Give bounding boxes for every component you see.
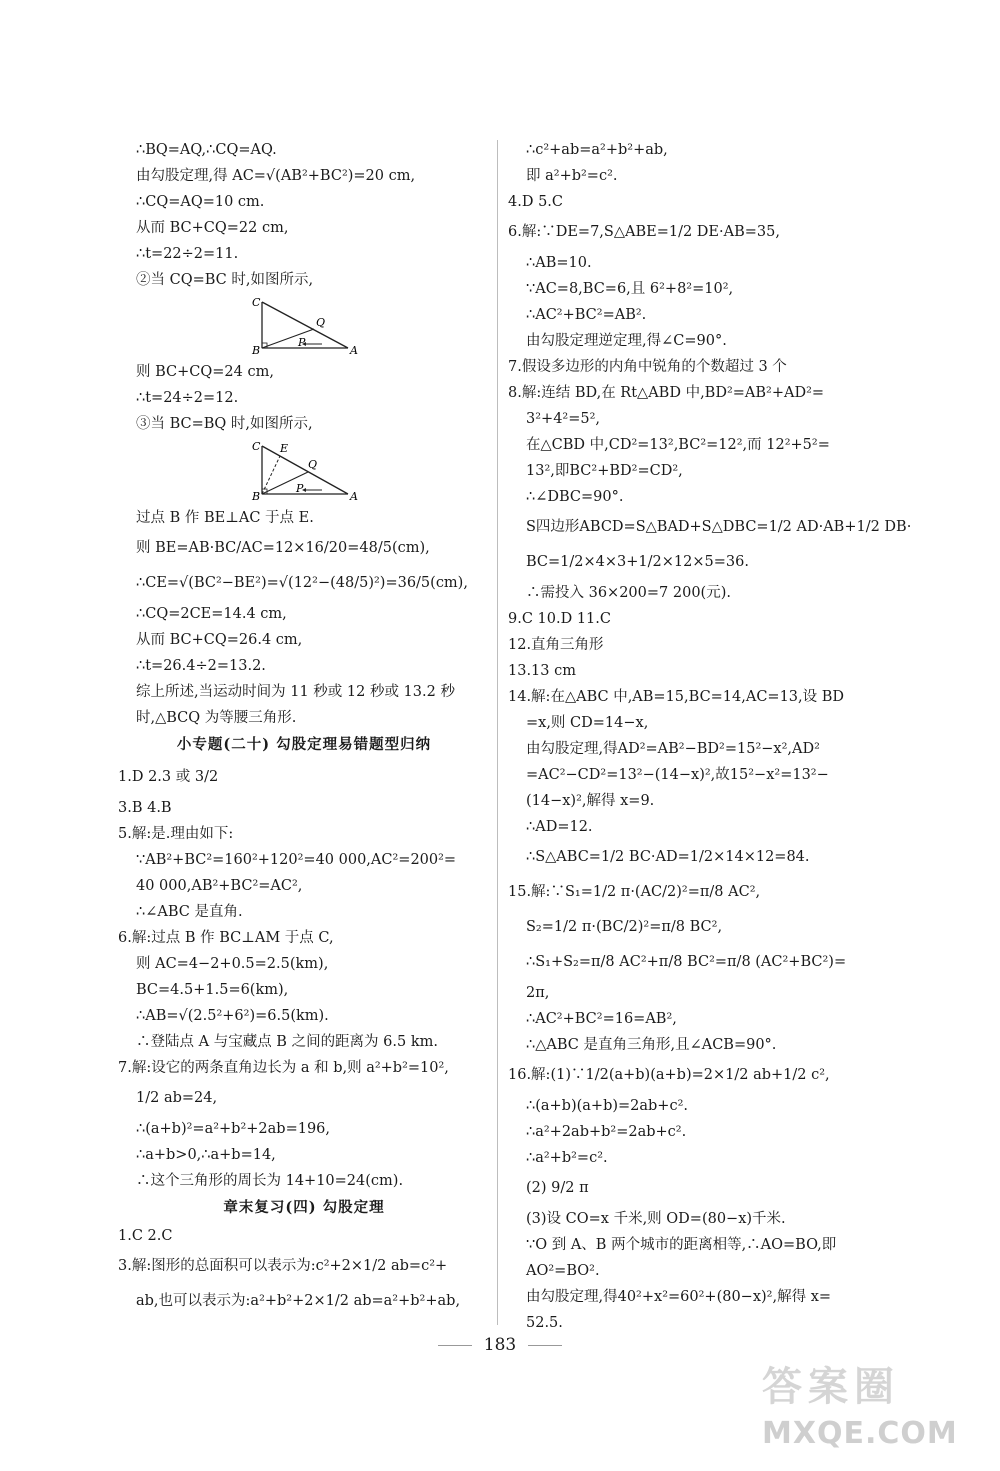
- text-line: =x,则 CD=14−x,: [526, 715, 649, 731]
- text-line: 从而 BC+CQ=22 cm,: [136, 220, 289, 236]
- text-line: ∴CQ=AQ=10 cm.: [136, 194, 265, 210]
- watermark-url: MXQE.COM: [762, 1416, 958, 1451]
- text-line: ∴t=26.4÷2=13.2.: [136, 658, 266, 674]
- text-line: 1/2 ab=24,: [136, 1090, 218, 1106]
- text-line: 13.13 cm: [508, 663, 576, 679]
- text-line: 由勾股定理,得40²+x²=60²+(80−x)²,解得 x=: [526, 1289, 832, 1305]
- text-line: ∴(a+b)²=a²+b²+2ab=196,: [136, 1121, 331, 1137]
- text-line: ∴AB=10.: [526, 255, 592, 271]
- column-divider: [497, 140, 498, 1325]
- text-line: ∵AC=8,BC=6,且 6²+8²=10²,: [526, 281, 734, 297]
- text-line: ∴AC²+BC²=16=AB²,: [526, 1011, 677, 1027]
- text-line: 即 a²+b²=c².: [526, 168, 618, 184]
- text-line: S四边形ABCD=S△BAD+S△DBC=1/2 AD·AB+1/2 DB·: [526, 519, 912, 535]
- text-line: 在△CBD 中,CD²=13²,BC²=12²,而 12²+5²=: [526, 437, 830, 453]
- text-line: 1.D 2.3 或 3/2: [118, 769, 219, 785]
- text-line: ∴a²+2ab+b²=2ab+c².: [526, 1124, 687, 1140]
- text-line: ∴△ABC 是直角三角形,且∠ACB=90°.: [526, 1037, 777, 1053]
- text-line: (14−x)²,解得 x=9.: [526, 793, 655, 809]
- text-line: 过点 B 作 BE⊥AC 于点 E.: [136, 510, 314, 526]
- text-line: 9.C 10.D 11.C: [508, 611, 611, 627]
- vertex-label: B: [252, 490, 261, 502]
- text-line: S₂=1/2 π·(BC/2)²=π/8 BC²,: [526, 919, 723, 935]
- text-line: 52.5.: [526, 1315, 563, 1331]
- text-line: 则 AC=4−2+0.5=2.5(km),: [136, 956, 329, 972]
- text-line: 5.解:是.理由如下:: [118, 826, 234, 842]
- watermark-mark: 答案圈: [762, 1364, 900, 1410]
- vertex-label: E: [280, 442, 289, 455]
- left-column: [118, 140, 490, 1322]
- text-line: ∴t=24÷2=12.: [136, 390, 239, 406]
- text-line: 由勾股定理逆定理,得∠C=90°.: [526, 333, 727, 349]
- text-line: ②当 CQ=BC 时,如图所示,: [136, 272, 314, 288]
- text-line: 14.解:在△ABC 中,AB=15,BC=14,AC=13,设 BD: [508, 689, 845, 705]
- text-line: AO²=BO².: [526, 1263, 600, 1279]
- text-line: 时,△BCQ 为等腰三角形.: [136, 710, 297, 726]
- text-line: ab,也可以表示为:a²+b²+2×1/2 ab=a²+b²+ab,: [136, 1293, 461, 1309]
- page-number: 183: [0, 1335, 1000, 1355]
- text-line: 4.D 5.C: [508, 194, 563, 210]
- vertex-label: P: [298, 336, 306, 349]
- vertex-label: C: [252, 296, 261, 309]
- text-line: ∴t=22÷2=11.: [136, 246, 239, 262]
- text-line: 6.解:∵DE=7,S△ABE=1/2 DE·AB=35,: [508, 224, 780, 240]
- text-line: ∴需投入 36×200=7 200(元).: [526, 585, 731, 601]
- text-line: (3)设 CO=x 千米,则 OD=(80−x)千米.: [526, 1211, 786, 1227]
- text-line: 13²,即BC²+BD²=CD²,: [526, 463, 683, 479]
- text-line: ∴S△ABC=1/2 BC·AD=1/2×14×12=84.: [526, 849, 810, 865]
- text-line: ③当 BC=BQ 时,如图所示,: [136, 416, 313, 432]
- text-line: 则 BE=AB·BC/AC=12×16/20=48/5(cm),: [136, 540, 430, 556]
- triangle-figure-2: [250, 440, 360, 502]
- text-line: BC=4.5+1.5=6(km),: [136, 982, 289, 998]
- text-line: 12.直角三角形: [508, 637, 604, 653]
- text-line: ∴CE=√(BC²−BE²)=√(12²−(48/5)²)=36/5(cm),: [136, 575, 468, 591]
- text-line: 3.解:图形的总面积可以表示为:c²+2×1/2 ab=c²+: [118, 1258, 448, 1274]
- vertex-label: C: [252, 440, 261, 453]
- text-line: 2π,: [526, 985, 550, 1001]
- text-line: (2) 9/2 π: [526, 1180, 589, 1196]
- text-line: 综上所述,当运动时间为 11 秒或 12 秒或 13.2 秒: [136, 684, 455, 700]
- section-title: 小专题(二十) 勾股定理易错题型归纳: [176, 736, 432, 753]
- text-line: 由勾股定理,得 AC=√(AB²+BC²)=20 cm,: [136, 168, 416, 184]
- text-line: ∵AB²+BC²=160²+120²=40 000,AC²=200²=: [136, 852, 457, 868]
- text-line: 3.B 4.B: [118, 800, 172, 816]
- watermark-logo: [762, 1355, 992, 1465]
- text-line: ∴AD=12.: [526, 819, 593, 835]
- text-line: 8.解:连结 BD,在 Rt△ABD 中,BD²=AB²+AD²=: [508, 385, 825, 401]
- vertex-label: Q: [308, 458, 318, 471]
- vertex-label: Q: [316, 316, 326, 329]
- text-line: ∴登陆点 A 与宝藏点 B 之间的距离为 6.5 km.: [136, 1034, 438, 1050]
- text-line: 15.解:∵S₁=1/2 π·(AC/2)²=π/8 AC²,: [508, 884, 761, 900]
- text-line: ∴BQ=AQ,∴CQ=AQ.: [136, 142, 277, 158]
- text-line: ∴∠ABC 是直角.: [136, 904, 243, 920]
- text-line: 则 BC+CQ=24 cm,: [136, 364, 274, 380]
- text-line: 由勾股定理,得AD²=AB²−BD²=15²−x²,AD²: [526, 741, 820, 757]
- text-line: 7.假设多边形的内角中锐角的个数超过 3 个: [508, 359, 787, 375]
- text-line: ∴a+b>0,∴a+b=14,: [136, 1147, 276, 1163]
- vertex-label: A: [350, 344, 358, 356]
- text-line: =AC²−CD²=13²−(14−x)²,故15²−x²=13²−: [526, 767, 829, 783]
- triangle-figure-1: [250, 296, 360, 356]
- text-line: ∴(a+b)(a+b)=2ab+c².: [526, 1098, 688, 1114]
- vertex-label: A: [350, 490, 358, 502]
- text-line: ∴AC²+BC²=AB².: [526, 307, 647, 323]
- text-line: 从而 BC+CQ=26.4 cm,: [136, 632, 303, 648]
- text-line: 7.解:设它的两条直角边长为 a 和 b,则 a²+b²=10²,: [118, 1060, 449, 1076]
- text-line: 40 000,AB²+BC²=AC²,: [136, 878, 303, 894]
- text-line: ∴∠DBC=90°.: [526, 489, 624, 505]
- text-line: ∴S₁+S₂=π/8 AC²+π/8 BC²=π/8 (AC²+BC²)=: [526, 954, 847, 970]
- section-title: 章末复习(四) 勾股定理: [223, 1199, 385, 1216]
- text-line: ∴这个三角形的周长为 14+10=24(cm).: [136, 1173, 404, 1189]
- text-line: 1.C 2.C: [118, 1228, 173, 1244]
- vertex-label: B: [252, 344, 261, 356]
- text-line: 3²+4²=5²,: [526, 411, 601, 427]
- text-line: ∴c²+ab=a²+b²+ab,: [526, 142, 668, 158]
- text-line: BC=1/2×4×3+1/2×12×5=36.: [526, 554, 749, 570]
- vertex-label: P: [296, 482, 304, 495]
- right-column: [508, 140, 912, 1339]
- text-line: 16.解:(1)∵1/2(a+b)(a+b)=2×1/2 ab+1/2 c²,: [508, 1067, 830, 1083]
- text-line: ∴CQ=2CE=14.4 cm,: [136, 606, 287, 622]
- text-line: ∴a²+b²=c².: [526, 1150, 608, 1166]
- text-line: 6.解:过点 B 作 BC⊥AM 于点 C,: [118, 930, 334, 946]
- text-line: ∵O 到 A、B 两个城市的距离相等,∴AO=BO,即: [526, 1237, 837, 1253]
- text-line: ∴AB=√(2.5²+6²)=6.5(km).: [136, 1008, 329, 1024]
